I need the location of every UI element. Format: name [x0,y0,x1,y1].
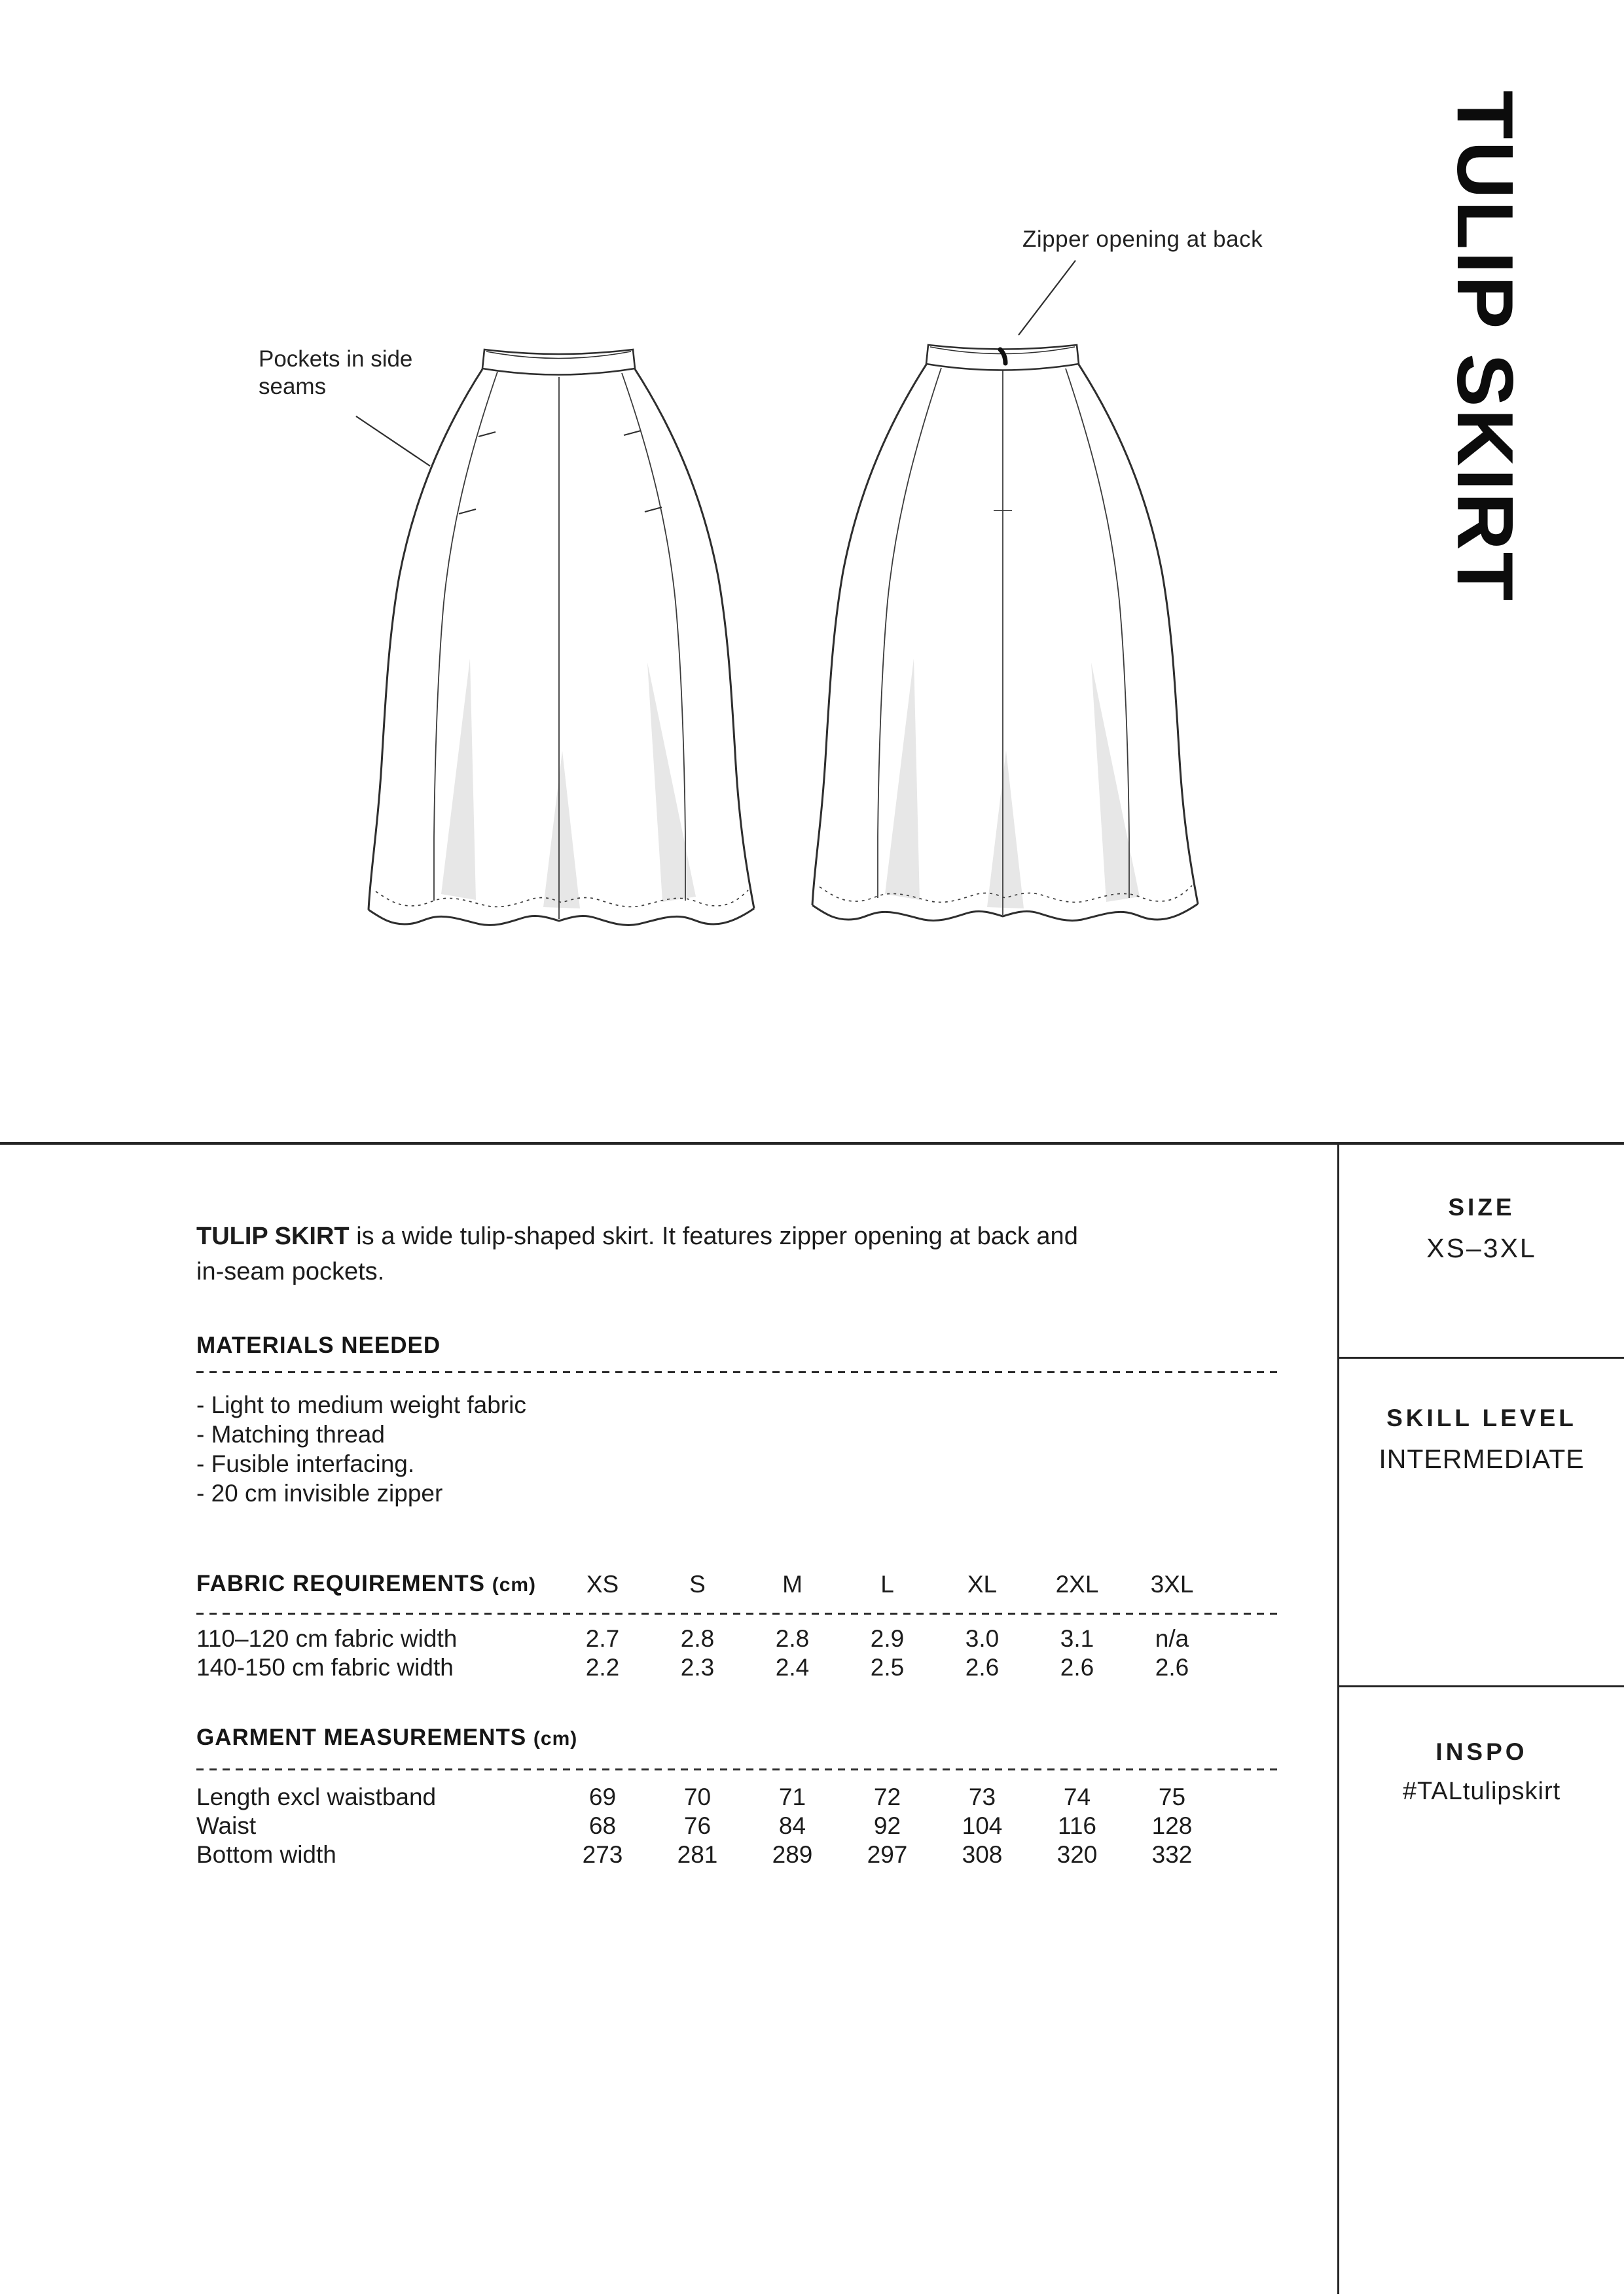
table-row [196,1624,1219,1653]
fabric-value: 2.4 [775,1654,810,1681]
front-hem-line [369,908,754,925]
garment-row-label: Bottom width [196,1841,336,1868]
materials-item: - Matching thread [196,1421,385,1448]
pocket-notch-left-lower [459,509,476,514]
fabric-heading-unit: (cm) [492,1574,537,1596]
garment-value: 70 [683,1784,712,1810]
garment-value: 128 [1151,1812,1193,1839]
materials-item: - Fusible interfacing. [196,1450,415,1477]
fabric-table-header-row [196,1570,1219,1598]
pattern-description [196,1219,1244,1289]
pocket-notch-left-upper [478,432,496,437]
fabric-value: 2.6 [1060,1654,1094,1681]
fabric-dashed-rule [196,1613,1282,1615]
fabric-value: 2.6 [965,1654,1000,1681]
sidebar-size-value: XS–3XL [1426,1233,1537,1263]
fabric-value: 2.5 [870,1654,905,1681]
garment-heading [196,1725,577,1751]
back-pleat-shading-right [1091,662,1140,902]
garment-value: 289 [772,1841,813,1868]
pocket-notch-right-upper [624,431,641,435]
garment-dashed-rule [196,1768,1282,1770]
garment-value: 273 [582,1841,623,1868]
description-rest: is a wide tulip-shaped skirt. It features zipper opening at back and [349,1223,1078,1250]
garment-row-label: Waist [196,1812,257,1839]
size-col-header: XS [586,1571,619,1598]
garment-value: 73 [968,1784,996,1810]
table-row [196,1653,1219,1682]
table-row [196,1812,1219,1840]
pockets-annotation-line1: Pockets in side [259,346,413,372]
garment-value: 76 [683,1812,712,1839]
garment-value: 68 [588,1812,617,1839]
back-pleat-shading-center [987,751,1024,908]
garment-row-label: Length excl waistband [196,1784,437,1810]
size-col-header: XL [967,1571,998,1598]
sidebar-inspo-heading: INSPO [1435,1738,1528,1765]
description-line2: in-seam pockets. [196,1258,385,1285]
back-pleat-shading-left [885,658,920,900]
fabric-heading [196,1570,555,1600]
garment-value: 69 [588,1784,617,1810]
sidebar-section-divider-1 [1339,1357,1624,1359]
pockets-annotation-line2: seams [259,374,327,399]
sidebar-section-divider-2 [1339,1685,1624,1687]
sidebar-skill-heading: SKILL LEVEL [1386,1405,1577,1431]
materials-item: - 20 cm invisible zipper [196,1480,443,1507]
back-side-seam-right [1079,365,1198,904]
fabric-heading-text: FABRIC REQUIREMENTS [196,1571,485,1596]
table-row [196,1840,1219,1869]
sidebar-size-heading: SIZE [1448,1194,1515,1221]
materials-item: - Light to medium weight fabric [196,1391,526,1418]
fabric-value: 2.6 [1155,1654,1189,1681]
pocket-notch-right-lower [645,507,662,512]
size-col-header: 3XL [1150,1571,1194,1598]
garment-value: 75 [1158,1784,1186,1810]
fabric-value: 2.8 [680,1625,715,1652]
garment-value: 104 [962,1812,1003,1839]
zipper-annotation: Zipper opening at back [1022,226,1263,252]
fabric-value: 2.2 [585,1654,620,1681]
fabric-value: 3.0 [965,1625,1000,1652]
front-pleat-shading-left [441,658,476,900]
garment-value: 281 [677,1841,718,1868]
horizontal-divider [0,1142,1624,1145]
skirt-technical-drawing [0,0,1624,1143]
garment-value: 308 [962,1841,1003,1868]
front-side-seam-right [635,369,754,908]
garment-value: 71 [778,1784,806,1810]
size-col-header: L [880,1571,894,1598]
skirt-front-view [356,350,754,925]
size-col-header: S [689,1571,706,1598]
garment-value: 72 [873,1784,901,1810]
sidebar-inspo-value: #TALtulipskirt [1402,1778,1561,1805]
garment-heading-text: GARMENT MEASUREMENTS [196,1725,527,1750]
garment-value: 332 [1151,1841,1193,1868]
size-col-header: M [782,1571,803,1598]
table-row [196,1783,1219,1812]
materials-heading: MATERIALS NEEDED [196,1333,441,1358]
fabric-row-label: 140-150 cm fabric width [196,1654,454,1681]
fabric-row-label: 110–120 cm fabric width [196,1625,458,1652]
garment-value: 297 [867,1841,908,1868]
garment-value: 92 [873,1812,901,1839]
fabric-value: 2.8 [775,1625,810,1652]
front-waistband [482,350,635,375]
front-pleat-shading-right [647,662,696,902]
zipper-leader-line [1019,260,1075,335]
fabric-value: 2.3 [680,1654,715,1681]
fabric-value: 2.7 [585,1625,620,1652]
size-col-header: 2XL [1055,1571,1099,1598]
skirt-back-view [812,260,1198,920]
garment-heading-unit: (cm) [533,1728,578,1749]
materials-list [196,1390,526,1508]
pockets-annotation [259,346,412,401]
pockets-leader-line [356,416,430,466]
page-title-vertical: TULIP SKIRT [1441,90,1530,603]
garment-value: 74 [1063,1784,1091,1810]
garment-value: 84 [778,1812,806,1839]
fabric-value: 2.9 [870,1625,905,1652]
front-pleat-shading-center [543,751,580,908]
garment-value: 320 [1056,1841,1098,1868]
sidebar-skill-value: INTERMEDIATE [1379,1444,1585,1474]
garment-value: 116 [1058,1812,1096,1839]
pattern-name-bold: TULIP SKIRT [196,1223,350,1250]
materials-dashed-rule [196,1371,1282,1373]
fabric-value: 3.1 [1060,1625,1094,1652]
fabric-value: n/a [1155,1625,1189,1652]
sidebar-vertical-divider [1337,1142,1339,2294]
